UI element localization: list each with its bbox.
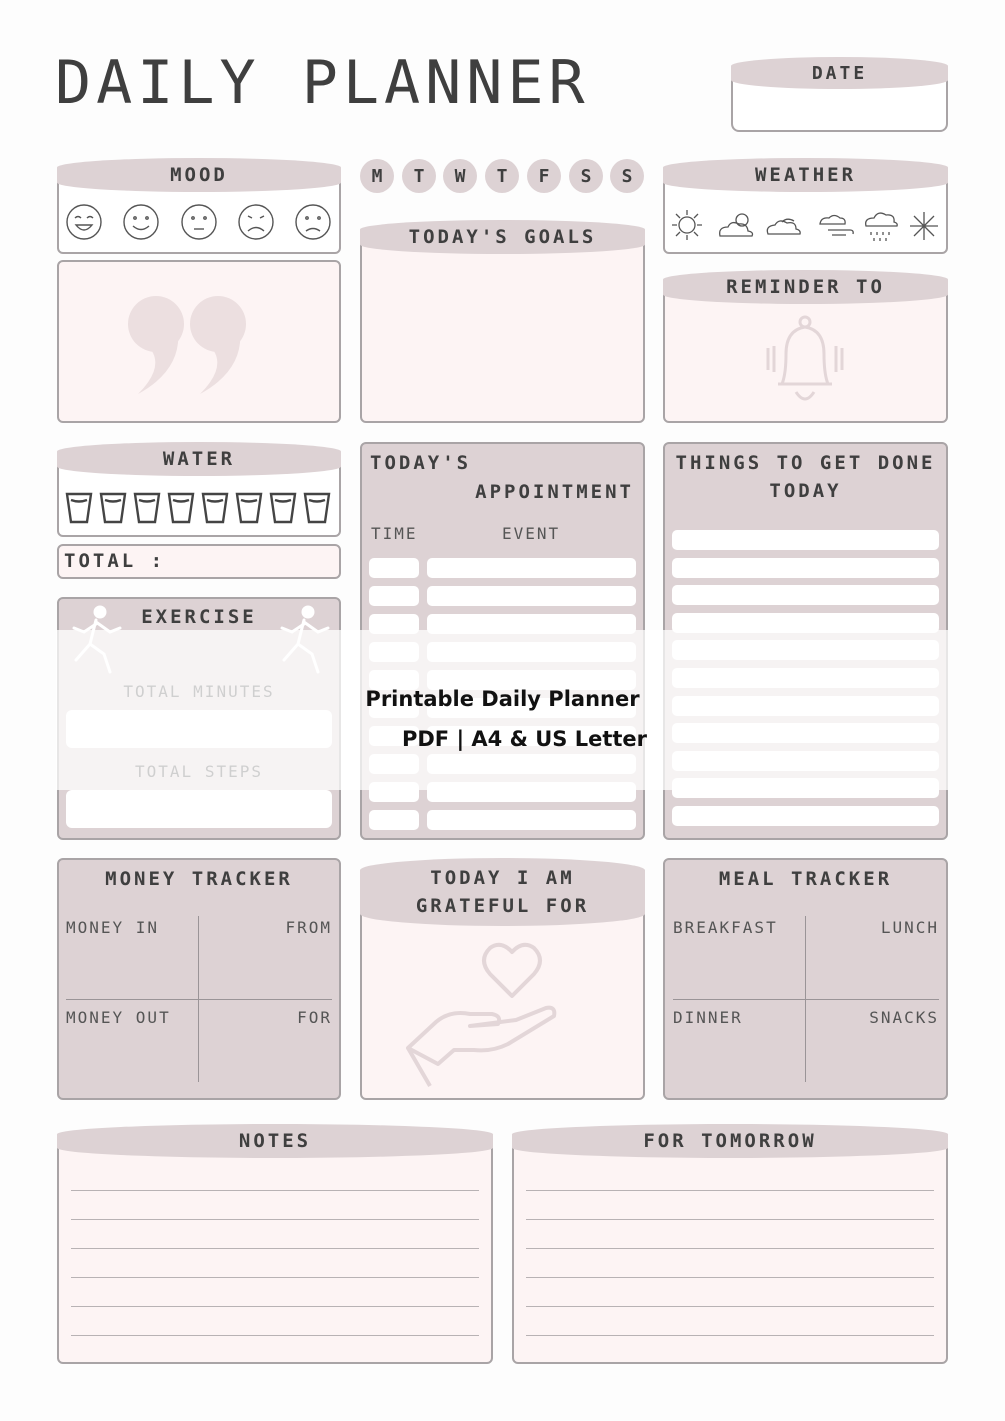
exercise-steps-field[interactable] [66, 790, 332, 828]
glass-icon[interactable] [237, 494, 261, 522]
cloudy-icon[interactable] [767, 219, 800, 234]
heart-hand-icon [400, 940, 560, 1090]
day-wednesday[interactable]: W [443, 159, 477, 193]
ruled-line [71, 1190, 479, 1191]
weather-icons [670, 208, 945, 244]
ruled-line [526, 1248, 934, 1249]
meal-label: MEAL TRACKER [718, 868, 893, 890]
frowning-face-icon[interactable] [296, 205, 330, 239]
todo-field[interactable] [672, 806, 939, 826]
ruled-line [71, 1335, 479, 1336]
watermark-line2: PDF | A4 & US Letter [401, 727, 648, 751]
glass-icon[interactable] [135, 494, 159, 522]
quote-icon [120, 290, 260, 400]
money-label: MONEY TRACKER [105, 868, 293, 890]
appointment-time-field[interactable] [369, 810, 419, 830]
meal-snacks-label: SNACKS [869, 1008, 939, 1027]
money-from-label: FROM [285, 918, 332, 937]
ruled-line [526, 1190, 934, 1191]
grateful-label-line2: GRATEFUL FOR [415, 895, 590, 917]
appointment-label-line2: APPOINTMENT [475, 481, 634, 503]
sun-icon[interactable] [672, 210, 702, 240]
partly-cloudy-icon[interactable] [720, 214, 753, 236]
date-label: DATE [731, 57, 948, 89]
sad-face-icon[interactable] [239, 205, 273, 239]
day-friday[interactable]: F [527, 159, 561, 193]
water-label: WATER [57, 442, 341, 476]
meal-divider [673, 999, 939, 1000]
appointment-label-line1: TODAY'S [370, 452, 472, 474]
watermark-line1: Printable Daily Planner [365, 687, 640, 711]
appointment-event-header: EVENT [502, 524, 561, 543]
page-title: DAILY PLANNER [55, 48, 590, 118]
tomorrow-label: FOR TOMORROW [512, 1124, 948, 1158]
grateful-label-line1: TODAY I AM [430, 867, 575, 889]
weather-label: WEATHER [663, 158, 948, 192]
bell-icon [762, 312, 852, 412]
appointment-time-header: TIME [371, 524, 418, 543]
money-divider [66, 999, 332, 1000]
todo-field[interactable] [672, 585, 939, 605]
notes-box[interactable] [57, 1140, 493, 1364]
goals-box[interactable] [360, 232, 645, 423]
glass-icon[interactable] [169, 494, 193, 522]
notes-label: NOTES [57, 1124, 493, 1158]
laughing-face-icon[interactable] [67, 205, 101, 239]
day-monday[interactable]: M [360, 159, 394, 193]
todo-label-line2: TODAY [769, 480, 842, 502]
appointment-event-field[interactable] [427, 558, 636, 578]
reminder-label: REMINDER TO [663, 270, 948, 304]
meal-lunch-label: LUNCH [880, 918, 939, 937]
day-tuesday[interactable]: T [402, 159, 436, 193]
water-glasses [64, 490, 336, 526]
money-out-label: MONEY OUT [66, 1008, 171, 1027]
windy-icon[interactable] [820, 216, 853, 236]
appointment-event-field[interactable] [427, 810, 636, 830]
day-thursday[interactable]: T [485, 159, 519, 193]
appointment-event-field[interactable] [427, 586, 636, 606]
ruled-line [71, 1306, 479, 1307]
rain-icon[interactable] [866, 213, 898, 241]
neutral-face-icon[interactable] [182, 205, 216, 239]
goals-label: TODAY'S GOALS [360, 220, 645, 254]
ruled-line [526, 1306, 934, 1307]
mood-label: MOOD [57, 158, 341, 192]
todo-label-line1: THINGS TO GET DONE [675, 452, 936, 474]
day-sunday[interactable]: S [610, 159, 644, 193]
snowflake-icon[interactable] [910, 212, 938, 240]
meal-breakfast-label: BREAKFAST [673, 918, 778, 937]
ruled-line [526, 1277, 934, 1278]
meal-dinner-label: DINNER [673, 1008, 743, 1027]
money-box [57, 858, 341, 1100]
glass-icon[interactable] [271, 494, 295, 522]
ruled-line [526, 1335, 934, 1336]
day-saturday[interactable]: S [569, 159, 603, 193]
appointment-time-field[interactable] [369, 558, 419, 578]
glass-icon[interactable] [67, 494, 91, 522]
todo-field[interactable] [672, 530, 939, 550]
ruled-line [71, 1277, 479, 1278]
money-for-label: FOR [297, 1008, 332, 1027]
water-total-label: TOTAL : [64, 550, 166, 572]
ruled-line [71, 1248, 479, 1249]
appointment-time-field[interactable] [369, 586, 419, 606]
ruled-line [526, 1219, 934, 1220]
ruled-line [71, 1219, 479, 1220]
tomorrow-box[interactable] [512, 1140, 948, 1364]
mood-faces [65, 204, 335, 244]
glass-icon[interactable] [203, 494, 227, 522]
smiling-face-icon[interactable] [124, 205, 158, 239]
todo-field[interactable] [672, 558, 939, 578]
grateful-header [360, 858, 645, 926]
glass-icon[interactable] [305, 494, 329, 522]
glass-icon[interactable] [101, 494, 125, 522]
money-in-label: MONEY IN [66, 918, 160, 937]
exercise-label: EXERCISE [141, 606, 257, 628]
